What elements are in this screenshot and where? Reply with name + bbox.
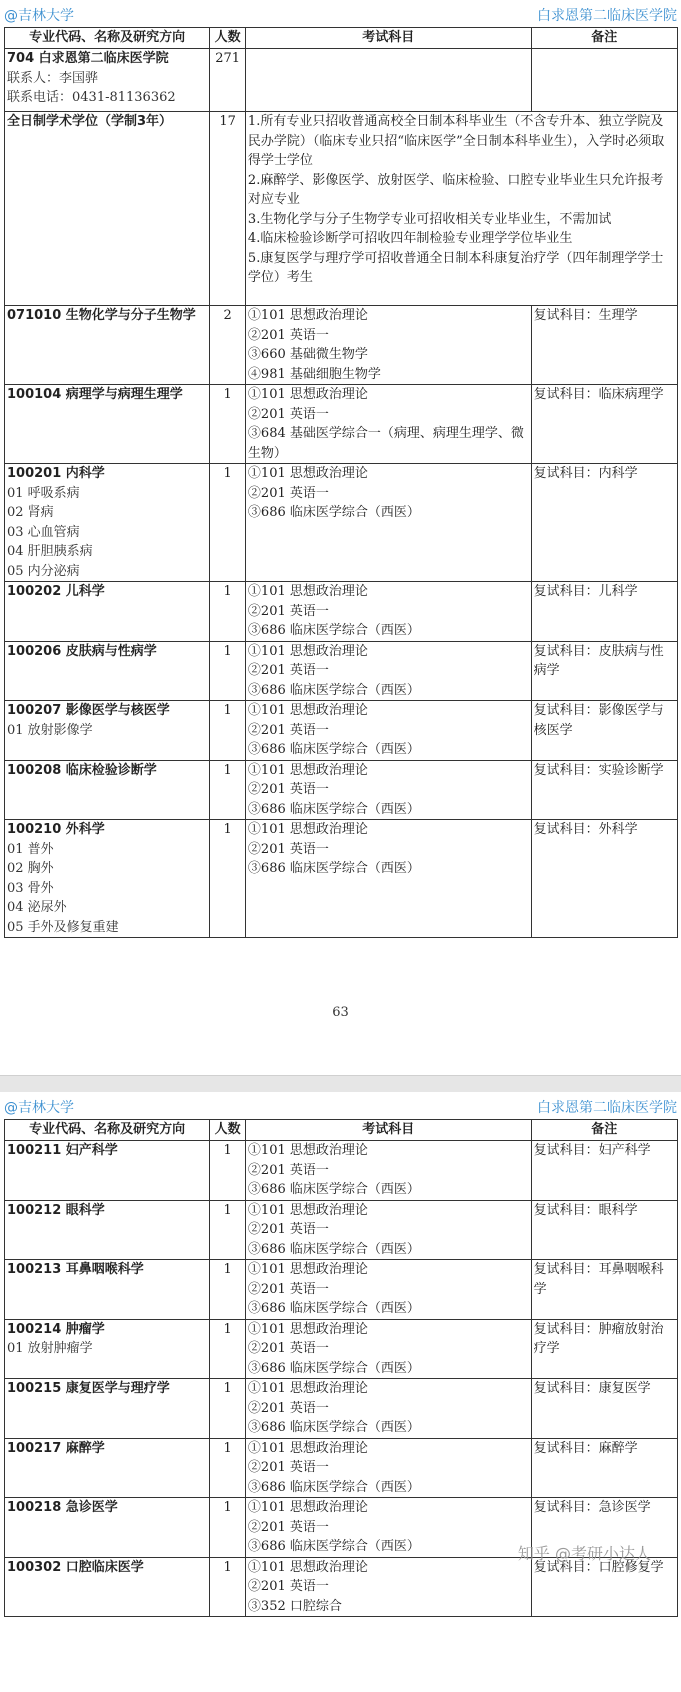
exam-subject: ③686 临床医学综合（西医） — [247, 1420, 420, 1435]
admission-requirement: 2.麻醉学、影像医学、放射医学、临床检验、口腔专业毕业生只允许报考对应专业 — [247, 172, 664, 207]
enrollment-count: 271 — [210, 49, 246, 112]
admission-table-page-1 — [4, 27, 678, 938]
table-row — [5, 464, 678, 582]
notes-cell: 复试科目：耳鼻咽喉科学 — [531, 1260, 677, 1320]
research-direction: 05 手外及修复重建 — [7, 919, 119, 935]
major-name: 100104 病理学与病理生理学 — [7, 387, 183, 402]
exam-subject: ②201 英语一 — [247, 841, 329, 857]
exam-subject: ①101 思想政治理论 — [247, 1440, 368, 1456]
exam-subject: ①101 思想政治理论 — [247, 703, 368, 718]
major-cell — [5, 820, 210, 938]
watermark: 知乎 @考研小达人 — [517, 1544, 651, 1563]
notes-cell: 复试科目：麻醉学 — [531, 1438, 677, 1498]
table-row — [5, 1379, 678, 1439]
table-row — [5, 1557, 678, 1617]
major-cell — [5, 385, 210, 464]
table-row — [5, 1438, 678, 1498]
exam-subject: ③686 临床医学综合（西医） — [247, 1539, 420, 1554]
exam-subject: ①101 思想政治理论 — [247, 584, 368, 599]
research-direction: 01 普外 — [7, 841, 54, 857]
exam-subject: ①101 思想政治理论 — [247, 387, 368, 402]
major-cell — [5, 1379, 210, 1439]
enrollment-count: 1 — [210, 641, 246, 701]
table-row — [5, 641, 678, 701]
exam-subject: ②201 英语一 — [247, 327, 329, 343]
enrollment-count: 1 — [210, 760, 246, 820]
exam-subject: ①101 思想政治理论 — [247, 1262, 368, 1277]
exam-subject: ②201 英语一 — [247, 1519, 329, 1535]
column-header-subjects: 考试科目 — [245, 28, 531, 49]
exam-subject: ③686 临床医学综合（西医） — [247, 1301, 420, 1316]
major-cell — [5, 1557, 210, 1617]
exam-subject: ②201 英语一 — [247, 1162, 329, 1178]
notes-cell: 复试科目：肿瘤放射治疗学 — [531, 1319, 677, 1379]
research-direction: 01 放射影像学 — [7, 722, 93, 738]
column-header-notes: 备注 — [531, 28, 677, 49]
research-direction: 联系人：李国骅 — [7, 70, 99, 86]
document-page-2 — [0, 1092, 681, 1692]
enrollment-count: 17 — [210, 112, 246, 306]
major-cell — [5, 641, 210, 701]
exam-subject: ③686 临床医学综合（西医） — [247, 682, 420, 698]
major-cell — [5, 701, 210, 761]
major-name: 100215 康复医学与理疗学 — [7, 1381, 170, 1396]
exam-subject: ③686 临床医学综合（西医） — [247, 742, 420, 757]
exam-subject: ①101 思想政治理论 — [247, 1381, 368, 1396]
research-direction: 01 放射肿瘤学 — [7, 1341, 93, 1356]
major-name: 071010 生物化学与分子生物学 — [7, 308, 196, 323]
notes-cell: 复试科目：内科学 — [531, 464, 677, 582]
column-header-major: 专业代码、名称及研究方向 — [5, 28, 210, 49]
exam-subjects-cell — [245, 582, 531, 642]
table-row — [5, 112, 678, 306]
exam-subject: ③686 临床医学综合（西医） — [247, 1479, 420, 1495]
notes-cell: 复试科目：眼科学 — [531, 1200, 677, 1260]
major-name: 100212 眼科学 — [7, 1202, 105, 1218]
enrollment-count: 1 — [210, 1200, 246, 1260]
column-header-count: 人数 — [210, 1120, 246, 1141]
research-direction: 03 心血管病 — [7, 524, 80, 540]
major-name: 100214 肿瘤学 — [7, 1321, 105, 1337]
exam-subject: ②201 英语一 — [247, 485, 329, 501]
exam-subject: ②201 英语一 — [247, 663, 329, 678]
exam-subjects-cell — [245, 1379, 531, 1439]
major-name: 704 白求恩第二临床医学院 — [7, 51, 169, 66]
notes-cell: 复试科目：外科学 — [531, 820, 677, 938]
major-cell — [5, 760, 210, 820]
major-cell — [5, 112, 210, 306]
exam-subject: ①101 思想政治理论 — [247, 822, 368, 837]
notes-cell: 复试科目：妇产科学 — [531, 1141, 677, 1201]
notes-cell: 复试科目：皮肤病与性病学 — [531, 641, 677, 701]
enrollment-count: 1 — [210, 1319, 246, 1379]
exam-subject: ②201 英语一 — [247, 1222, 329, 1237]
exam-subjects-cell — [245, 1438, 531, 1498]
major-cell — [5, 1438, 210, 1498]
major-cell — [5, 1200, 210, 1260]
exam-subject: ②201 英语一 — [247, 406, 329, 422]
exam-subject: ②201 英语一 — [247, 1400, 329, 1416]
exam-subject: ①101 思想政治理论 — [247, 762, 368, 778]
enrollment-count: 1 — [210, 1141, 246, 1201]
research-direction: 02 肾病 — [7, 505, 54, 520]
column-header-major: 专业代码、名称及研究方向 — [5, 1120, 210, 1141]
enrollment-count: 2 — [210, 306, 246, 385]
table-row — [5, 1260, 678, 1320]
major-cell — [5, 1319, 210, 1379]
exam-subject: ②201 英语一 — [247, 1460, 329, 1475]
research-direction: 04 泌尿外 — [7, 900, 67, 915]
exam-subjects-cell — [245, 385, 531, 464]
exam-subjects-cell — [245, 49, 531, 112]
exam-subject: ③686 临床医学综合（西医） — [247, 505, 420, 520]
exam-subjects-cell — [245, 760, 531, 820]
major-cell — [5, 464, 210, 582]
research-direction: 01 呼吸系病 — [7, 485, 80, 501]
table-row — [5, 582, 678, 642]
research-direction: 联系电话：0431-81136362 — [7, 90, 176, 105]
major-name: 100208 临床检验诊断学 — [7, 762, 157, 778]
research-direction: 05 内分泌病 — [7, 563, 80, 579]
major-name: 100207 影像医学与核医学 — [7, 703, 170, 718]
column-header-subjects: 考试科目 — [245, 1120, 531, 1141]
table-header-row — [5, 28, 678, 49]
table-row — [5, 1319, 678, 1379]
research-direction: 02 胸外 — [7, 861, 54, 876]
major-name: 100218 急诊医学 — [7, 1500, 118, 1515]
exam-subjects-cell — [245, 641, 531, 701]
exam-subject: ③686 临床医学综合（西医） — [247, 801, 420, 817]
column-header-count: 人数 — [210, 28, 246, 49]
exam-subjects-cell — [245, 701, 531, 761]
exam-subject: ①101 思想政治理论 — [247, 466, 368, 481]
exam-subject: ③660 基础微生物学 — [247, 347, 368, 362]
exam-subjects-cell — [245, 1200, 531, 1260]
exam-subject: ②201 英语一 — [247, 603, 329, 619]
table-row — [5, 760, 678, 820]
table-header-row — [5, 1120, 678, 1141]
major-name: 100213 耳鼻咽喉科学 — [7, 1262, 144, 1277]
exam-subject: ②201 英语一 — [247, 1579, 329, 1594]
enrollment-count: 1 — [210, 385, 246, 464]
exam-subject: ③684 基础医学综合一（病理、病理生理学、微生物） — [247, 426, 524, 461]
exam-subjects-cell — [245, 306, 531, 385]
notes-cell: 复试科目：急诊医学 — [531, 1498, 677, 1558]
notes-cell: 复试科目：口腔修复学 — [531, 1557, 677, 1617]
college-name: 白求恩第二临床医学院 — [537, 8, 677, 24]
exam-subject: ②201 英语一 — [247, 782, 329, 797]
enrollment-count: 1 — [210, 820, 246, 938]
exam-subject: ①101 思想政治理论 — [247, 643, 368, 659]
exam-subject: ①101 思想政治理论 — [247, 1500, 368, 1515]
enrollment-count: 1 — [210, 1438, 246, 1498]
exam-subject: ①101 思想政治理论 — [247, 1321, 368, 1337]
university-name: @吉林大学 — [4, 8, 74, 24]
university-name: @吉林大学 — [4, 1100, 74, 1116]
table-row — [5, 1141, 678, 1201]
exam-subject: ①101 思想政治理论 — [247, 308, 368, 323]
enrollment-count: 1 — [210, 1260, 246, 1320]
major-cell — [5, 1260, 210, 1320]
exam-subjects-cell — [245, 820, 531, 938]
major-name: 100211 妇产科学 — [7, 1143, 118, 1158]
major-name: 100206 皮肤病与性病学 — [7, 643, 157, 659]
exam-subject: ①101 思想政治理论 — [247, 1202, 368, 1218]
enrollment-count: 1 — [210, 1557, 246, 1617]
exam-subject: ②201 英语一 — [247, 1341, 329, 1356]
admission-requirement: 4.临床检验诊断学可招收四年制检验专业理学学位毕业生 — [247, 231, 573, 246]
enrollment-count: 1 — [210, 582, 246, 642]
exam-subject: ③686 临床医学综合（西医） — [247, 1360, 420, 1376]
table-row — [5, 385, 678, 464]
exam-subject: ②201 英语一 — [247, 1281, 329, 1297]
exam-subject: ③352 口腔综合 — [247, 1598, 342, 1614]
page-number: 63 — [332, 1005, 349, 1020]
notes-cell: 复试科目：康复医学 — [531, 1379, 677, 1439]
exam-subject: ③686 临床医学综合（西医） — [247, 1241, 420, 1257]
exam-subjects-cell — [245, 464, 531, 582]
major-cell — [5, 49, 210, 112]
notes-cell: 复试科目：实验诊断学 — [531, 760, 677, 820]
admission-requirement: 1.所有专业只招收普通高校全日制本科毕业生（不含专升本、独立学院及民办学院）（临床专业只招“临床医学”全日制本科毕业生），入学时必须取得学士学位 — [247, 114, 665, 168]
notes-cell: 复试科目：临床病理学 — [531, 385, 677, 464]
college-name: 白求恩第二临床医学院 — [537, 1100, 677, 1116]
notes-cell: 复试科目：影像医学与核医学 — [531, 701, 677, 761]
notes-cell — [531, 49, 677, 112]
page-header — [0, 3, 681, 25]
exam-subjects-cell — [245, 112, 677, 306]
table-row — [5, 820, 678, 938]
research-direction: 03 骨外 — [7, 880, 54, 896]
major-cell — [5, 1141, 210, 1201]
major-cell — [5, 1498, 210, 1558]
exam-subject: ①101 思想政治理论 — [247, 1559, 368, 1575]
exam-subject: ④981 基础细胞生物学 — [247, 366, 381, 382]
exam-subjects-cell — [245, 1557, 531, 1617]
notes-cell: 复试科目：儿科学 — [531, 582, 677, 642]
enrollment-count: 1 — [210, 1498, 246, 1558]
exam-subject: ③686 临床医学综合（西医） — [247, 623, 420, 638]
admission-requirement: 5.康复医学与理疗学可招收普通全日制本科康复治疗学（四年制理学学士学位）考生 — [247, 250, 664, 285]
table-row — [5, 306, 678, 385]
column-header-notes: 备注 — [531, 1120, 677, 1141]
major-cell — [5, 582, 210, 642]
enrollment-count: 1 — [210, 1379, 246, 1439]
enrollment-count: 1 — [210, 464, 246, 582]
exam-subject: ②201 英语一 — [247, 722, 329, 738]
exam-subjects-cell — [245, 1260, 531, 1320]
table-row — [5, 701, 678, 761]
major-name: 全日制学术学位（学制3年） — [7, 114, 173, 129]
major-name: 100202 儿科学 — [7, 584, 105, 599]
research-direction: 04 肝胆胰系病 — [7, 544, 93, 559]
major-name: 100201 内科学 — [7, 466, 105, 481]
major-cell — [5, 306, 210, 385]
major-name: 100210 外科学 — [7, 822, 105, 837]
major-name: 100302 口腔临床医学 — [7, 1559, 144, 1575]
exam-subject: ①101 思想政治理论 — [247, 1143, 368, 1158]
exam-subject: ③686 临床医学综合（西医） — [247, 861, 420, 876]
admission-requirement: 3.生物化学与分子生物学专业可招收相关专业毕业生，不需加试 — [247, 211, 612, 227]
table-row — [5, 49, 678, 112]
exam-subjects-cell — [245, 1141, 531, 1201]
page-header — [0, 1095, 681, 1117]
exam-subject: ③686 临床医学综合（西医） — [247, 1182, 420, 1197]
page-separator — [0, 1075, 681, 1093]
enrollment-count: 1 — [210, 701, 246, 761]
exam-subjects-cell — [245, 1319, 531, 1379]
notes-cell: 复试科目：生理学 — [531, 306, 677, 385]
table-row — [5, 1200, 678, 1260]
major-name: 100217 麻醉学 — [7, 1440, 105, 1456]
exam-subjects-cell — [245, 1498, 531, 1558]
